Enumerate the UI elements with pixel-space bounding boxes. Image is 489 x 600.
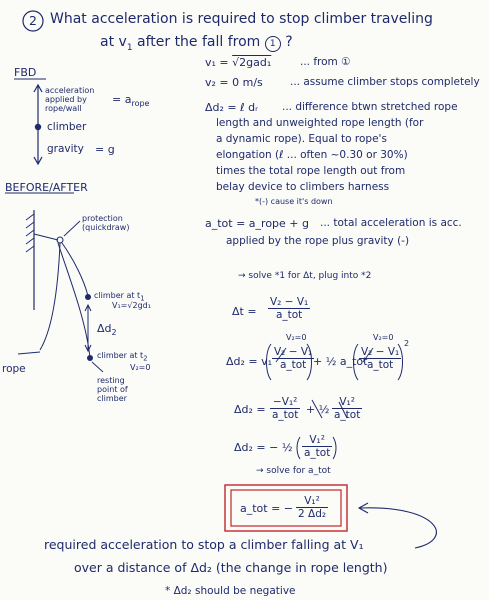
dd2-full-frac-2: V₂ − V₁ a_tot: [361, 346, 400, 371]
climber-t2-label: climber at $t_2$: [97, 351, 148, 363]
v2-note: ... assume climber stops completely: [290, 76, 480, 88]
rope-stretched-strand: [58, 243, 90, 358]
dd2-simpl-frac-2: V₁² a_tot: [334, 396, 361, 421]
dd2-final-frac: V₁² a_tot: [304, 434, 331, 459]
dd2-note-5: times the total rope length out from: [216, 165, 406, 177]
fbd-gravity-eq: = g: [95, 143, 115, 156]
atot-equation: a_tot = a_rope + g: [205, 217, 310, 230]
dd2-note-1: ... difference btwn stretched rope: [282, 101, 458, 113]
rope-climber-strand: [62, 243, 88, 296]
fbd-climber-label: climber: [47, 121, 87, 133]
dd2-final-lhs: Δd₂ = − ½: [234, 441, 293, 454]
v1-equation: v₁ = √2gad₁: [205, 56, 272, 69]
dd2-full-mid: + ½ a_tot: [313, 355, 368, 368]
resting-point-label: resting point of climber: [97, 376, 128, 403]
question-ref-number: 1: [265, 36, 281, 52]
question-number: 2: [29, 13, 37, 28]
dd2-simpl-frac-1: −V₁² a_tot: [272, 396, 299, 421]
solve-step: → solve *1 for Δt, plug into *2: [238, 271, 372, 281]
v2-equation: v₂ = 0 m/s: [205, 76, 263, 89]
solve-atot: → solve for a_tot: [256, 466, 331, 476]
dd2-full-frac-1: V₂ − V₁ a_tot: [274, 346, 313, 371]
dd2-simpl-mid: + ½: [306, 403, 330, 416]
dd2-note-2: length and unweighted rope length (for: [216, 117, 424, 129]
dd2-note-4: elongation (ℓ ... often ~0.30 or 30%): [216, 149, 408, 161]
dd2-footnote: *(-) cause it's down: [255, 197, 333, 206]
dd2-note-6: belay device to climbers harness: [216, 181, 390, 193]
before-after-title: BEFORE/AFTER: [5, 181, 88, 194]
climber-t2-dot: [87, 355, 93, 361]
fbd-gravity-label: gravity: [47, 143, 84, 155]
fbd-accel-eq: = $a_{rope}$: [112, 93, 150, 109]
wall-hatching: [26, 214, 34, 252]
v1-eq-label: V₁=√2gd₁: [112, 301, 151, 310]
dt-lhs: Δt =: [232, 305, 257, 318]
atot-note-2: applied by the rope plus gravity (-): [226, 235, 410, 247]
delta-d2-label: $\Delta d_2$: [97, 322, 117, 338]
conclusion-line-2: over a distance of Δd₂ (the change in rope length): [74, 560, 388, 575]
fbd-accel-label: acceleration applied by rope/wall: [45, 86, 95, 113]
question-line-2: at $v_1$ after the fall from 1 ?: [100, 34, 293, 53]
v1-note: ... from ①: [300, 56, 351, 68]
fbd-climber-dot: [35, 124, 41, 130]
rope-label: rope: [2, 363, 26, 375]
conclusion-line-1: required acceleration to stop a climber falling at V₁: [44, 537, 364, 552]
result-fraction: $\frac{\text{V₁²}}{\text{2 Δd₂}}$: [298, 495, 327, 520]
dd2-equation: Δd₂ = ℓ dᵣ: [205, 101, 258, 114]
atot-note: ... total acceleration is acc.: [320, 217, 462, 229]
question-line-1: What acceleration is required to stop climber traveling: [50, 11, 433, 27]
rope-belay-strand: [40, 243, 60, 350]
dd2-full-lhs: Δd₂ = v₁: [226, 355, 273, 368]
conclusion-arrow: [360, 508, 436, 548]
dd2-full-square: 2: [404, 339, 410, 348]
dt-fraction: V₂ − V₁ a_tot: [270, 296, 309, 321]
climber-t1-dot: [85, 294, 91, 300]
result-lhs: a_tot = −: [240, 502, 294, 515]
protection-label: protection (quickdraw): [82, 214, 130, 232]
dd2-simpl-lhs: Δd₂ =: [234, 403, 266, 416]
footnote: * Δd₂ should be negative: [165, 585, 296, 597]
v2-zero-note-2: V₂=0: [373, 333, 394, 342]
v2-eq-label: V₂=0: [130, 363, 151, 372]
v2-zero-note-1: V₂=0: [286, 333, 307, 342]
dd2-note-3: a dynamic rope). Equal to rope's: [216, 133, 387, 145]
fbd-title: FBD: [14, 66, 37, 79]
climber-t1-label: climber at $t_1$: [94, 291, 145, 303]
